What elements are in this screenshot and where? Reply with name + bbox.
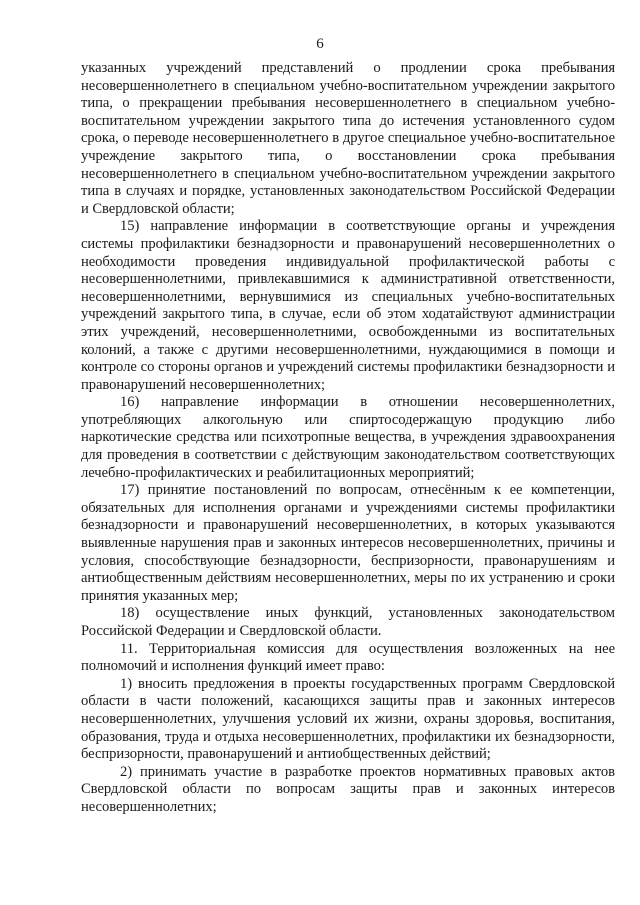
paragraph-right-1: 1) вносить предложения в проекты государственных программ Свердловской области в части положений, касающихся защиты прав и законных интересов несовершеннолетних, улучшения условий их жизни, охраны здоровья, воспитания, образования, труда и отдыха несовершеннолетних, профилактики их безнадзорности, беспризорности, правонарушений и антиобщественных действий; xyxy=(81,675,615,763)
document-body xyxy=(81,60,615,817)
paragraph-item-18: 18) осуществление иных функций, установленных законодательством Российской Федерации и Свердловской области. xyxy=(81,605,615,639)
paragraph-continuation: указанных учреждений представлений о продлении срока пребывания несовершеннолетнего в специальном учебно-воспитательном учреждении закрытого типа, о прекращении пребывания несовершеннолетнего в специальном учебно-воспитательном учреждении закрытого типа до истечения установленного судом срока, о переводе несовершеннолетнего в другое специальное учебно-воспитательное учреждение закрытого типа, о восстановлении срока пребывания несовершеннолетнего в специальном учебно-воспитательном учреждении закрытого типа в случаях и порядке, установленных законодательством Российской Федерации и Свердловской области; xyxy=(81,60,615,217)
page-number: 6 xyxy=(316,36,324,52)
paragraph-item-15: 15) направление информации в соответствующие органы и учреждения системы профилактики безнадзорности и правонарушений несовершеннолетних о необходимости проведения индивидуальной профилактической работы с несовершеннолетними, привлекавшимися к административной ответственности, несовершеннолетними, вернувшимися из специальных учебно-воспитательных учреждений закрытого типа, в случае, если об этом ходатайствуют администрации этих учреждений, несовершеннолетними, освобожденными из воспитательных колоний, а также с другими несовершеннолетними, нуждающимися в помощи и контроле со стороны органов и учреждений системы профилактики безнадзорности и правонарушений несовершеннолетних; xyxy=(81,218,615,393)
paragraph-right-2: 2) принимать участие в разработке проектов нормативных правовых актов Свердловской области по вопросам защиты прав и законных интересов несовершеннолетних; xyxy=(81,763,615,815)
paragraph-item-17: 17) принятие постановлений по вопросам, отнесённым к ее компетенции, обязательных для исполнения органами и учреждениями системы профилактики безнадзорности и правонарушений несовершеннолетних, в которых указываются выявленные нарушения прав и законных интересов несовершеннолетних, причины и условия, способствующие безнадзорности, беспризорности, правонарушениям и антиобщественным действиям несовершеннолетних, меры по их устранению и сроки принятия указанных мер; xyxy=(81,482,615,604)
paragraph-section-11: 11. Территориальная комиссия для осуществления возложенных на нее полномочий и исполнения функций имеет право: xyxy=(81,640,615,675)
paragraph-item-16: 16) направление информации в отношении несовершеннолетних, употребляющих алкогольную или спиртосодержащую продукцию либо наркотические средства или психотропные вещества, в учреждения здравоохранения для проведения в соответствии с действующим законодательством соответствующих лечебно-профилактических и реабилитационных мероприятий; xyxy=(81,394,615,481)
